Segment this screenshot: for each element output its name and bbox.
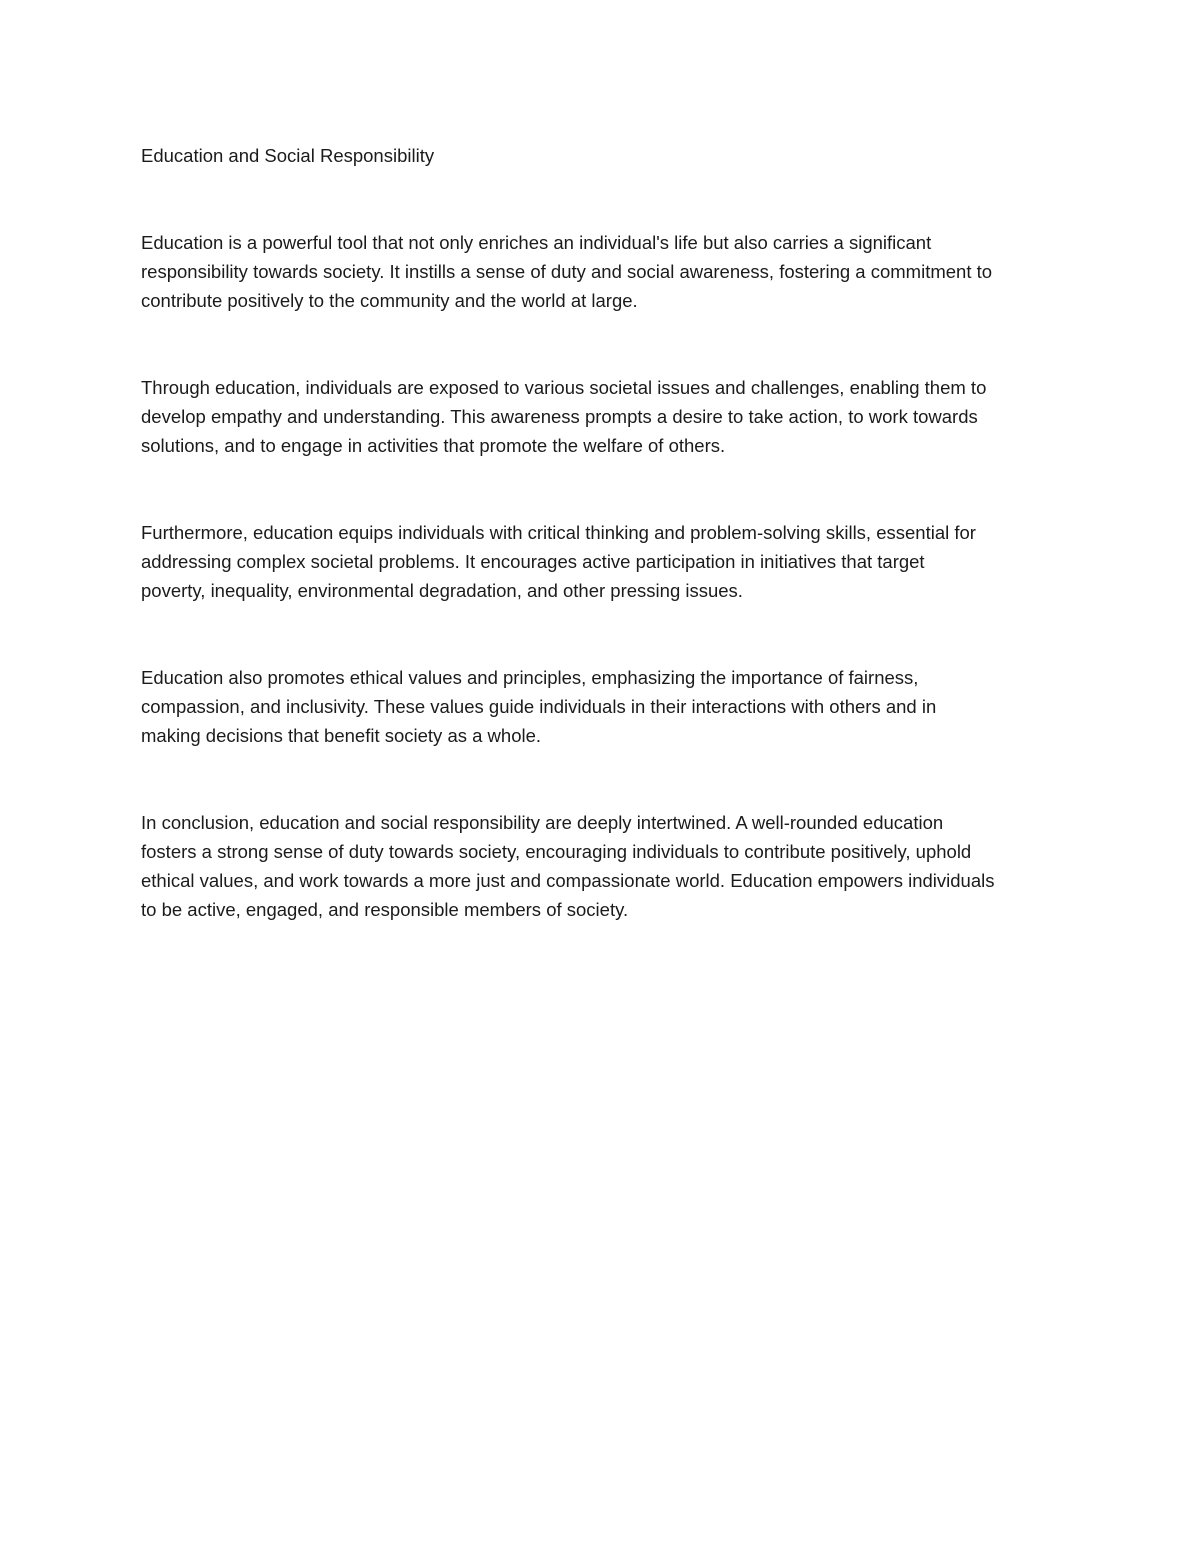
paragraph-line: Through education, individuals are exposed to various societal issues and challenges, enabling them to [141,377,987,398]
paragraph-line: In conclusion, education and social responsibility are deeply intertwined. A well-rounded education [141,812,944,833]
paragraph-line: making decisions that benefit society as a whole. [141,725,542,746]
paragraph-line: develop empathy and understanding. This awareness prompts a desire to take action, to work towards [141,406,978,427]
paragraph-line: compassion, and inclusivity. These values guide individuals in their interactions with others and in [141,696,937,717]
paragraph-line: poverty, inequality, environmental degradation, and other pressing issues. [141,580,743,601]
document-title: Education and Social Responsibility [141,145,435,166]
paragraph-ethical-values [141,663,1071,750]
paragraph-line: contribute positively to the community and the world at large. [141,290,638,311]
paragraph-line: Education is a powerful tool that not only enriches an individual's life but also carries a significant [141,232,932,253]
paragraph-line: addressing complex societal problems. It encourages active participation in initiatives that target [141,551,925,572]
paragraph-line: responsibility towards society. It instills a sense of duty and social awareness, fostering a commitment to [141,261,993,282]
paragraph-critical-thinking [141,518,1071,605]
paragraph-introduction [141,228,1071,315]
document-body [141,141,1071,982]
paragraph-line: ethical values, and work towards a more just and compassionate world. Education empowers individuals [141,870,995,891]
paragraph-line: fosters a strong sense of duty towards society, encouraging individuals to contribute positively, uphold [141,841,972,862]
paragraph-awareness [141,373,1071,460]
paragraph-line: Furthermore, education equips individuals with critical thinking and problem-solving skills, essential for [141,522,976,543]
paragraph-conclusion [141,808,1071,924]
paragraph-line: solutions, and to engage in activities that promote the welfare of others. [141,435,726,456]
paragraph-line: Education also promotes ethical values and principles, emphasizing the importance of fairness, [141,667,919,688]
paragraph-line: to be active, engaged, and responsible members of society. [141,899,629,920]
